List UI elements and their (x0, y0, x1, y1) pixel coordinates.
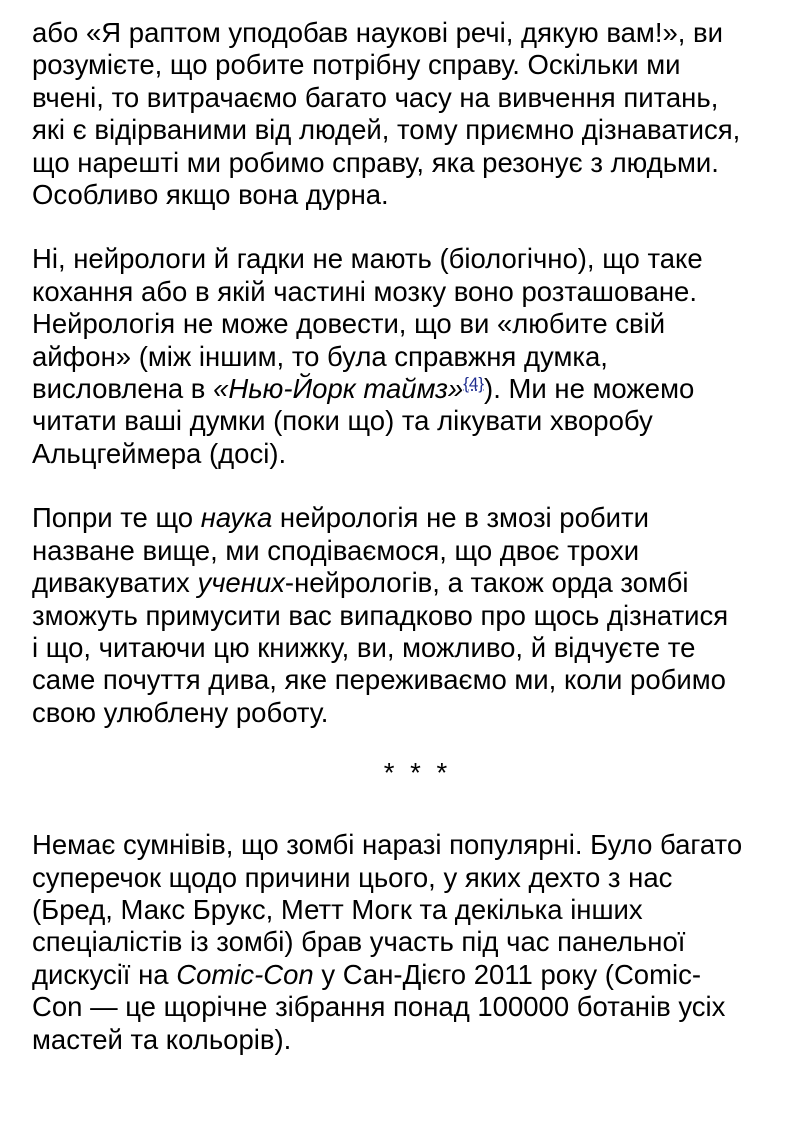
text-segment: ). Ми не можемо (484, 373, 695, 405)
paragraph-3 (32, 502, 777, 729)
text-line: вчені, то витрачаємо багато часу на вивчення питань, (32, 81, 719, 113)
paragraph-1 (32, 17, 777, 211)
page-content (32, 17, 777, 1088)
text-segment: дискусії на (32, 958, 177, 990)
text-line (32, 567, 777, 599)
text-segment: нейрологія не в змозі робити (272, 502, 649, 534)
text-line: (Бред, Макс Брукс, Метт Могк та декілька інших (32, 893, 643, 925)
text-line: Con — це щорічне зібрання понад 100000 ботанів усіх (32, 991, 726, 1023)
text-line: кохання або в якій частині мозку воно розташоване. (32, 275, 697, 307)
text-segment: -нейрологів, а також орда зомбі (284, 567, 689, 599)
text-segment: Попри те що (32, 502, 201, 534)
text-line: Ні, нейрологи й гадки не мають (біологічно), що таке (32, 243, 703, 275)
text-line: розумієте, що робите потрібну справу. Оскільки ми (32, 49, 681, 81)
text-line: Альцгеймера (досі). (32, 437, 287, 469)
text-line: Нейрологія не може довести, що ви «любите свій (32, 308, 666, 340)
text-line: мастей та кольорів). (32, 1023, 292, 1055)
text-line: свою улюблену роботу. (32, 696, 329, 728)
text-line (32, 502, 777, 534)
text-line: що нарешті ми робимо справу, яка резонує з людьми. (32, 146, 719, 178)
footnote-link-4[interactable]: {4} (463, 374, 485, 394)
section-separator: * * * (383, 757, 452, 789)
text-line: зможуть примусити вас випадково про щось дізнатися (32, 599, 729, 631)
text-line: читати ваші думки (поки що) та лікувати хворобу (32, 405, 653, 437)
text-line: які є відірваними від людей, тому приємно дізнаватися, (32, 114, 741, 146)
text-line: Особливо якщо вона дурна. (32, 179, 389, 211)
text-line: назване вище, ми сподіваємося, що двоє трохи (32, 534, 640, 566)
text-line: Немає сумнівів, що зомбі наразі популярні. Було багато (32, 829, 743, 861)
text-line: спеціалістів із зомбі) брав участь під час панельної (32, 926, 686, 958)
italic-word-nauka: наука (200, 502, 273, 534)
paragraph-2 (32, 243, 777, 470)
text-line: або «Я раптом уподобав наукові речі, дякую вам!», ви (32, 17, 724, 48)
text-line: і що, читаючи цю книжку, ви, можливо, й відчуєте те (32, 631, 696, 663)
italic-title-nyt: «Нью-Йорк таймз» (213, 373, 464, 405)
text-line (32, 373, 777, 405)
italic-title-comic-con: Comic-Con (176, 958, 314, 990)
paragraph-4 (32, 829, 777, 1056)
text-segment: у Сан-Дієго 2011 року (Comic- (313, 958, 702, 990)
text-line: суперечок щодо причини цього, у яких дехто з нас (32, 861, 673, 893)
text-segment: висловлена в (32, 373, 214, 405)
text-line: айфон» (між іншим, то була справжня думка, (32, 340, 608, 372)
text-segment: дивакуватих (32, 567, 198, 599)
text-line: саме почуття дива, яке переживаємо ми, коли робимо (32, 664, 726, 696)
text-line (32, 959, 777, 991)
italic-word-uchenykh: учених (197, 567, 285, 599)
